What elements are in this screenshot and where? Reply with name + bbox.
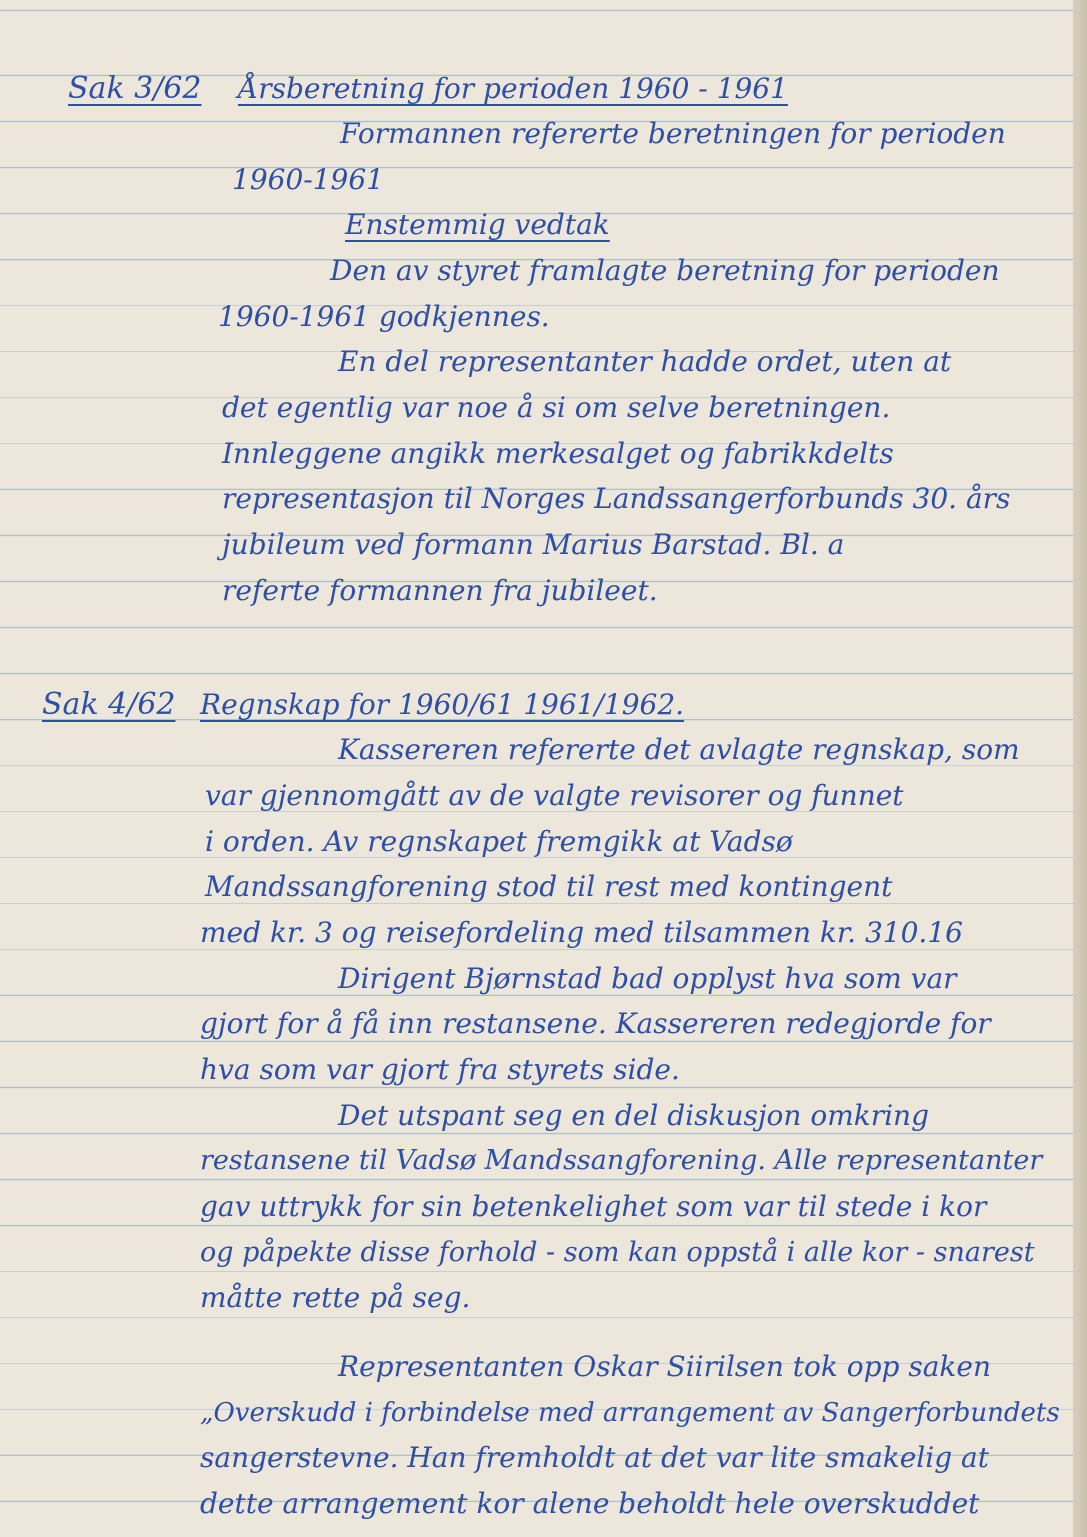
text-line: i orden. Av regnskapet fremgikk at Vadsø bbox=[205, 825, 793, 858]
decision-heading: Enstemmig vedtak bbox=[345, 208, 610, 241]
section-label-sak-3: Sak 3/62 bbox=[68, 71, 202, 106]
text-line: En del representanter hadde ordet, uten at bbox=[338, 345, 952, 378]
text-line: 1960-1961 bbox=[232, 163, 384, 196]
section-label-sak-4: Sak 4/62 bbox=[42, 687, 176, 722]
text-line: jubileum ved formann Marius Barstad. Bl. a bbox=[222, 528, 845, 561]
text-line: Det utspant seg en del diskusjon omkring bbox=[338, 1099, 930, 1132]
text-line: Den av styret framlagte beretning for perioden bbox=[330, 254, 1000, 287]
text-line: måtte rette på seg. bbox=[200, 1281, 471, 1314]
text-line: sangerstevne. Han fremholdt at det var lite smakelig at bbox=[200, 1441, 989, 1474]
text-line: Formannen refererte beretningen for perioden bbox=[340, 117, 1006, 150]
text-line: representasjon til Norges Landssangerforbunds 30. års bbox=[222, 482, 1011, 515]
text-line: det egentlig var noe å si om selve beretningen. bbox=[222, 391, 891, 424]
text-line: Mandssangforening stod til rest med kontingent bbox=[205, 870, 893, 903]
text-line: restansene til Vadsø Mandssangforening. Alle representanter bbox=[200, 1145, 1043, 1176]
section-title-arsberetning: Årsberetning for perioden 1960 - 1961 bbox=[238, 72, 788, 105]
text-line: hva som var gjort fra styrets side. bbox=[200, 1053, 680, 1086]
text-line: gjort for å få inn restansene. Kassereren redegjorde for bbox=[200, 1007, 991, 1040]
text-line: gav uttrykk for sin betenkelighet som var til stede i kor bbox=[200, 1190, 987, 1223]
text-line: og påpekte disse forhold - som kan oppstå i alle kor - snarest bbox=[200, 1237, 1035, 1268]
text-line: med kr. 3 og reisefordeling med tilsammen kr. 310.16 bbox=[200, 916, 963, 949]
text-line: Representanten Oskar Siirilsen tok opp saken bbox=[338, 1350, 991, 1383]
text-line: 1960-1961 godkjennes. bbox=[218, 300, 550, 333]
text-line: dette arrangement kor alene beholdt hele overskuddet bbox=[200, 1487, 980, 1520]
text-line: Dirigent Bjørnstad bad opplyst hva som var bbox=[338, 962, 957, 995]
text-line: referte formannen fra jubileet. bbox=[222, 574, 658, 607]
text-line: „Overskudd i forbindelse med arrangement av Sangerforbundets bbox=[200, 1398, 1060, 1428]
section-title-regnskap: Regnskap for 1960/61 1961/1962. bbox=[200, 688, 685, 721]
page-edge bbox=[1073, 0, 1087, 1537]
text-line: Innleggene angikk merkesalget og fabrikkdelts bbox=[222, 437, 894, 470]
text-line: Kassereren refererte det avlagte regnskap, som bbox=[338, 733, 1020, 766]
text-line: var gjennomgått av de valgte revisorer og funnet bbox=[205, 779, 904, 812]
